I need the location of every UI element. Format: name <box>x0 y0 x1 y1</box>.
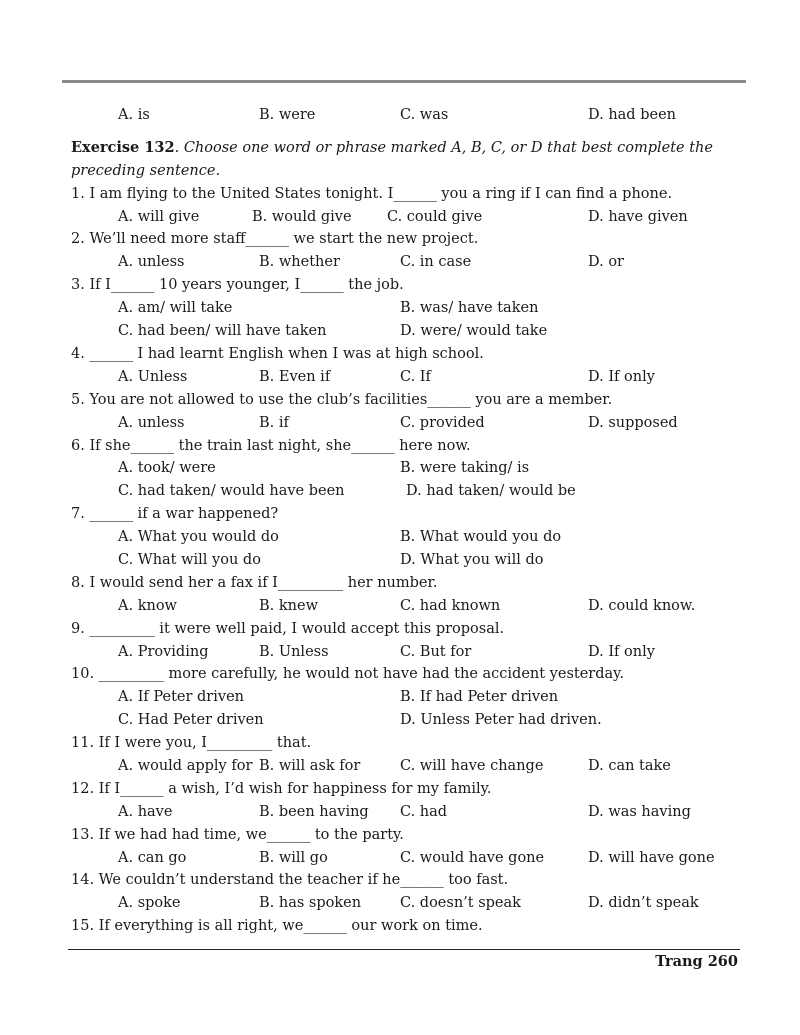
option: B. would give <box>252 208 352 225</box>
options-row <box>71 641 751 664</box>
option: C. was <box>400 107 449 123</box>
option: A. spoke <box>118 895 181 912</box>
option: C. doesn’t speak <box>400 895 521 912</box>
option: D. will have gone <box>588 849 715 866</box>
option: B. were taking/ is <box>400 460 530 477</box>
option: D. could know. <box>588 597 696 614</box>
option: C. What will you do <box>118 551 261 568</box>
option: D. was having <box>588 803 691 820</box>
option: D. What you will do <box>400 551 544 568</box>
option: D. can take <box>588 757 671 774</box>
options-row <box>71 480 751 503</box>
question-text: 15. If everything is all right, we______ our work on time. <box>71 918 483 935</box>
question-text: 2. We’ll need more staff______ we start the new project. <box>71 231 479 248</box>
option: D. were/ would take <box>400 323 548 340</box>
page-number: Trang 260 <box>655 953 738 970</box>
question-text: 6. If she______ the train last night, she______ here now. <box>71 437 471 454</box>
option: B. If had Peter driven <box>400 689 559 706</box>
option: C. provided <box>400 414 485 431</box>
option: A. is <box>118 107 150 123</box>
option: D. didn’t speak <box>588 895 699 912</box>
option: B. What would you do <box>400 529 562 546</box>
option: D. Unless Peter had driven. <box>400 712 602 729</box>
options-row <box>71 297 751 320</box>
options-row <box>71 801 751 824</box>
question-text: 4. ______ I had learnt English when I was at high school. <box>71 345 484 362</box>
option: A. will give <box>118 208 200 225</box>
option: B. Even if <box>259 368 331 385</box>
exercise-label: Exercise 132 <box>71 138 175 156</box>
option: A. can go <box>118 849 187 866</box>
option: A. have <box>118 803 173 820</box>
option: C. Had Peter driven <box>118 712 264 729</box>
option: A. would apply for <box>118 757 253 774</box>
options-row <box>71 755 751 778</box>
options-row <box>71 686 751 709</box>
question-text: 3. If I______ 10 years younger, I______ the job. <box>71 277 404 294</box>
options-row <box>71 595 751 618</box>
option: D. had been <box>588 107 676 123</box>
options-row <box>71 206 751 229</box>
options-row <box>71 251 751 274</box>
option: A. Unless <box>118 368 188 385</box>
options-row <box>71 847 751 870</box>
option: A. unless <box>118 254 185 271</box>
option: B. whether <box>259 254 340 271</box>
exercise-content <box>71 104 751 938</box>
option: C. But for <box>400 643 472 660</box>
option: B. knew <box>259 597 318 614</box>
question-text: 13. If we had had time, we______ to the party. <box>71 826 404 843</box>
option: C. would have gone <box>400 849 545 866</box>
question-text: 8. I would send her a fax if I_________ her number. <box>71 574 438 591</box>
option: B. if <box>259 414 289 431</box>
question-text: 10. _________ more carefully, he would not have had the accident yesterday. <box>71 666 625 683</box>
option: D. supposed <box>588 414 678 431</box>
option: B. will ask for <box>259 757 361 774</box>
option: C. will have change <box>400 757 544 774</box>
option: D. or <box>588 254 624 271</box>
option: A. took/ were <box>118 460 216 477</box>
option: B. has spoken <box>259 895 362 912</box>
exercise-instruction: Choose one word or phrase marked A, B, C, or D that best complete the preceding sentence. <box>71 139 713 179</box>
options-row <box>71 709 751 732</box>
option: B. were <box>259 107 316 123</box>
options-row <box>71 366 751 389</box>
options-row <box>71 457 751 480</box>
option: A. Providing <box>118 643 209 660</box>
option: C. had known <box>400 597 501 614</box>
option: D. have given <box>588 208 688 225</box>
option: C. had <box>400 803 448 820</box>
option: C. If <box>400 368 431 385</box>
option: A. unless <box>118 414 185 431</box>
option: B. been having <box>259 803 369 820</box>
option: D. If only <box>588 368 655 385</box>
question-text: 14. We couldn’t understand the teacher if he______ too fast. <box>71 872 509 889</box>
question-text: 5. You are not allowed to use the club’s facilities______ you are a member. <box>71 391 613 408</box>
option: A. am/ will take <box>118 300 233 317</box>
header-rule <box>62 80 746 83</box>
option: D. If only <box>588 643 655 660</box>
option: A. What you would do <box>118 529 279 546</box>
option: C. could give <box>387 208 483 225</box>
options-row <box>71 549 751 572</box>
question-text: 7. ______ if a war happened? <box>71 506 279 523</box>
exercise-title: Exercise 132. Choose one word or phrase marked A, B, C, or D that best complete the preceding sentence. <box>71 138 713 179</box>
option: C. had taken/ would have been <box>118 483 345 500</box>
question-text: 9. _________ it were well paid, I would accept this proposal. <box>71 620 505 637</box>
options-row <box>71 892 751 915</box>
option: A. If Peter driven <box>118 689 244 706</box>
option: D. had taken/ would be <box>406 483 576 500</box>
option: B. was/ have taken <box>400 300 539 317</box>
options-row <box>71 526 751 549</box>
options-row <box>71 412 751 435</box>
question-text: 11. If I were you, I_________ that. <box>71 735 312 752</box>
option: C. in case <box>400 254 472 271</box>
option: A. know <box>118 597 177 614</box>
footer-rule <box>68 949 740 950</box>
prev-options-row <box>71 104 751 127</box>
option: C. had been/ will have taken <box>118 323 327 340</box>
option: B. will go <box>259 849 328 866</box>
option: B. Unless <box>259 643 329 660</box>
options-row <box>71 320 751 343</box>
question-text: 12. If I______ a wish, I’d wish for happiness for my family. <box>71 780 492 797</box>
question-text: 1. I am flying to the United States tonight. I______ you a ring if I can find a phone. <box>71 185 673 202</box>
